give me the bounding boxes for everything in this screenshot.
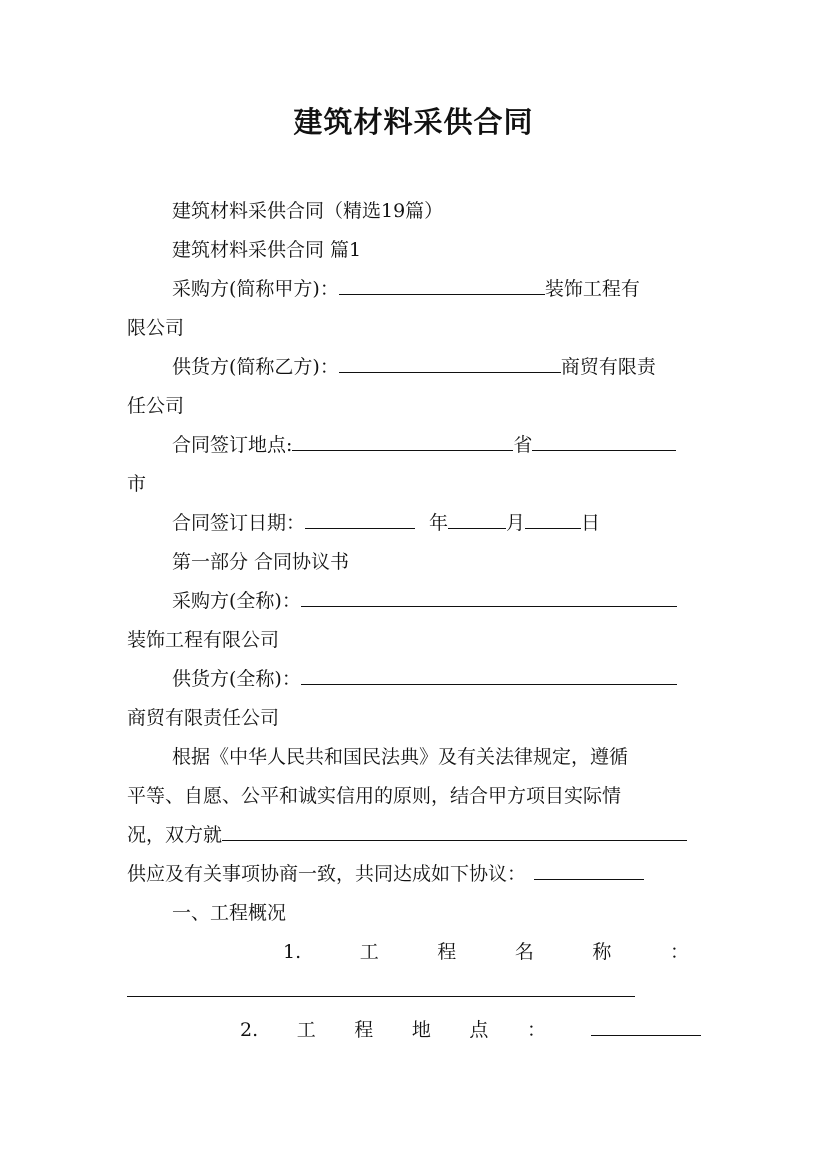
para-line-1: 根据《中华人民共和国民法典》及有关法律规定，遵循 [172,746,629,768]
project-name-num: 1. [283,941,302,963]
sign-place-line [172,432,676,458]
sign-date-year: 年 [429,512,449,534]
buyer-full-line [172,588,677,614]
para-line-3-blank [222,822,687,841]
project-site-char: 程 [354,1019,374,1041]
sign-place-province-blank [292,432,513,451]
project-site-blank [591,1017,701,1036]
buyer-short-label: 采购方(简称甲方)： [172,278,339,300]
para-line-2: 平等、自愿、公平和诚实信用的原则，结合甲方项目实际情 [127,785,622,807]
project-site-num: 2. [240,1019,259,1041]
project-name-line [283,939,689,965]
sign-date-day-blank [525,510,581,529]
supplier-short-line [172,354,656,380]
sign-date-label: 合同签订日期： [172,512,306,534]
project-name-char: 名 [514,941,534,963]
project-site-colon: ： [526,1019,546,1041]
supplier-short-blank [339,354,561,373]
document-subtitle: 建筑材料采供合同（精选19篇） [172,200,444,222]
part-heading: 建筑材料采供合同 篇1 [172,239,362,261]
supplier-short-label: 供货方(简称乙方)： [172,356,339,378]
sign-date-year-blank [305,510,415,529]
supplier-short-suffix: 商贸有限责 [560,356,656,378]
supplier-short-cont: 任公司 [127,395,185,417]
supplier-full-label: 供货方(全称)： [172,668,301,690]
buyer-short-line [172,276,640,302]
project-name-blank-line [127,978,635,1004]
overview-heading: 一、工程概况 [172,902,287,924]
sign-date-month-blank [448,510,506,529]
buyer-short-suffix: 装饰工程有 [544,278,640,300]
project-site-char: 地 [411,1019,431,1041]
para-line-4 [127,861,644,887]
para-line-4-blank [534,861,644,880]
buyer-full-blank [301,588,677,607]
sign-place-province: 省 [513,434,533,456]
para-line-3-prefix: 况，双方就 [127,824,223,846]
project-name-char: 称 [592,941,612,963]
supplier-full-line [172,666,677,692]
project-site-blank-wrap [591,1017,701,1043]
para-line-4-text: 供应及有关事项协商一致，共同达成如下协议： [127,863,527,885]
supplier-full-cont: 商贸有限责任公司 [127,707,280,729]
project-name-char: 程 [437,941,457,963]
project-name-colon: ： [669,941,689,963]
project-name-char: 工 [359,941,379,963]
project-name-blank [127,978,635,997]
project-site-char: 点 [469,1019,489,1041]
section1-heading: 第一部分 合同协议书 [172,551,350,573]
buyer-full-label: 采购方(全称)： [172,590,301,612]
buyer-short-blank [339,276,545,295]
para-line-3 [127,822,687,848]
sign-place-city-blank [532,432,676,451]
project-site-line [240,1017,546,1043]
sign-place-city: 市 [127,473,147,495]
document-title: 建筑材料采供合同 [293,105,534,139]
sign-date-day: 日 [581,512,601,534]
sign-date-line [172,510,600,536]
buyer-short-cont: 限公司 [127,317,185,339]
project-site-char: 工 [296,1019,316,1041]
sign-place-label: 合同签订地点: [172,434,293,456]
buyer-full-cont: 装饰工程有限公司 [127,629,280,651]
sign-date-month: 月 [506,512,526,534]
supplier-full-blank [301,666,677,685]
